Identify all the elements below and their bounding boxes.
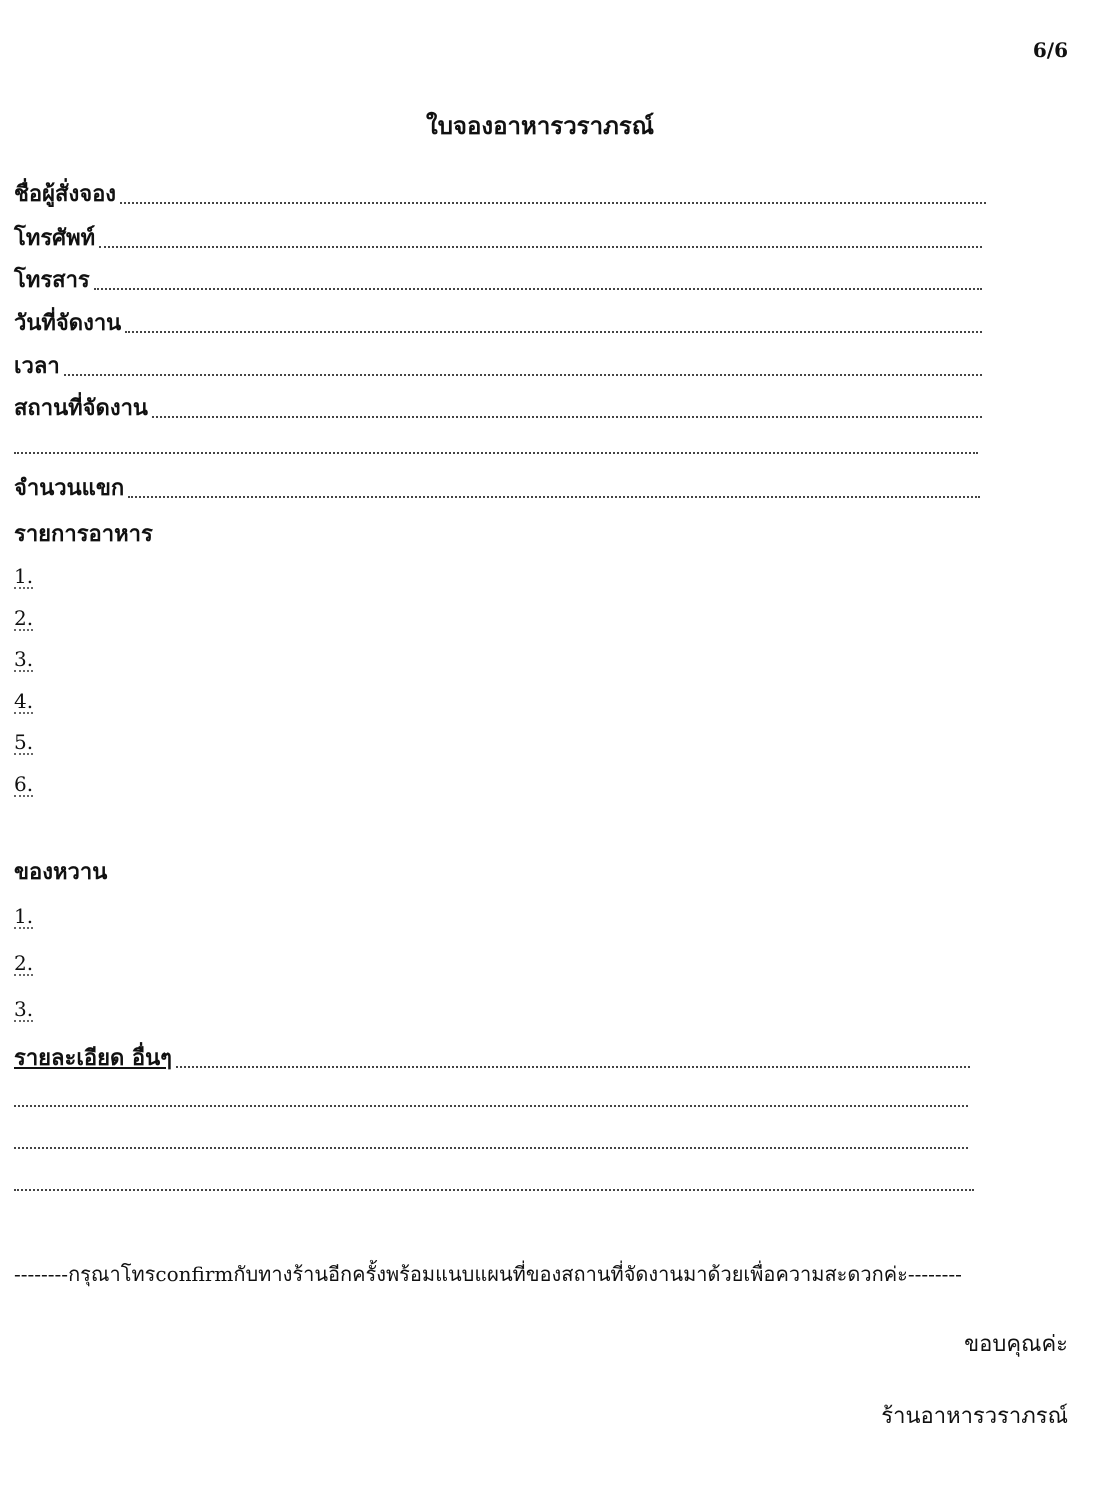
dessert-item-2: 2.	[14, 951, 34, 975]
thank-you-text: ขอบคุณค่ะ	[964, 1332, 1068, 1357]
guests-label: จำนวนแขก	[14, 475, 125, 501]
time-dotted-line	[64, 373, 982, 376]
dessert-item-3: 3.	[14, 997, 34, 1021]
food-item-1: 1.	[14, 564, 34, 588]
other-details-line-2	[14, 1104, 968, 1107]
fax-field	[14, 262, 982, 296]
guests-dotted-line	[128, 495, 980, 498]
phone-label: โทรศัพท์	[14, 225, 96, 251]
phone-dotted-line	[99, 245, 982, 248]
form-title: ใบจองอาหารวราภรณ์	[425, 111, 655, 140]
phone-field	[14, 220, 982, 254]
venue-continuation-line	[14, 451, 978, 454]
page-number: 6/6	[1032, 38, 1068, 62]
other-details-dotted-line	[176, 1065, 970, 1068]
other-details-line-3	[14, 1146, 968, 1149]
confirmation-notice: --------กรุณาโทรconfirmกับทางร้านอีกครั้งพร้อมแนบแผนที่ของสถานที่จัดงานมาด้วยเพื่อความสะดวกค่ะ--------	[14, 1262, 962, 1286]
dessert-item-1: 1.	[14, 904, 34, 928]
orderer-label: ชื่อผู้สั่งจอง	[14, 181, 117, 207]
time-field	[14, 348, 982, 382]
event-date-field	[14, 305, 982, 339]
fax-dotted-line	[94, 287, 982, 290]
other-details-line-4	[14, 1188, 974, 1191]
venue-label: สถานที่จัดงาน	[14, 395, 148, 421]
food-item-5: 5.	[14, 730, 34, 754]
other-details-label: รายละเอียด อื่นๆ	[14, 1045, 172, 1071]
orderer-dotted-line	[120, 201, 986, 204]
food-section-heading: รายการอาหาร	[14, 521, 153, 547]
venue-field	[14, 390, 982, 424]
food-item-6: 6.	[14, 772, 34, 796]
other-details-field	[14, 1040, 970, 1074]
shop-name: ร้านอาหารวราภรณ์	[881, 1404, 1068, 1429]
orderer-field	[14, 176, 986, 210]
guests-field	[14, 470, 980, 504]
fax-label: โทรสาร	[14, 267, 90, 293]
event-date-label: วันที่จัดงาน	[14, 310, 122, 336]
food-item-3: 3.	[14, 647, 34, 671]
event-date-dotted-line	[125, 330, 982, 333]
dessert-section-heading: ของหวาน	[14, 859, 108, 885]
food-item-2: 2.	[14, 606, 34, 630]
venue-dotted-line	[152, 415, 982, 418]
time-label: เวลา	[14, 353, 60, 379]
food-item-4: 4.	[14, 689, 34, 713]
